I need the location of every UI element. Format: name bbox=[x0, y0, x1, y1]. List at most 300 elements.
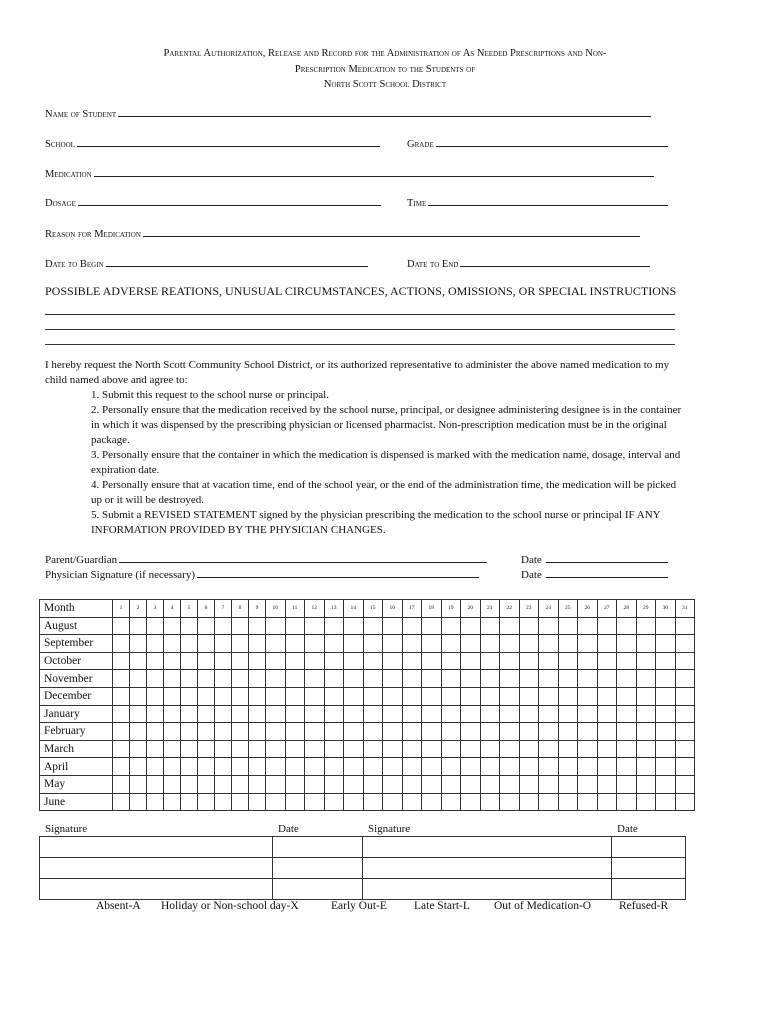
day-cell[interactable] bbox=[617, 687, 637, 705]
medication-field[interactable] bbox=[45, 167, 654, 180]
day-cell[interactable] bbox=[363, 652, 383, 670]
day-cell[interactable] bbox=[461, 635, 481, 653]
day-cell[interactable] bbox=[500, 617, 520, 635]
day-cell[interactable] bbox=[305, 617, 325, 635]
day-cell[interactable] bbox=[558, 652, 578, 670]
day-cell[interactable] bbox=[266, 635, 286, 653]
day-cell[interactable] bbox=[130, 705, 147, 723]
day-cell[interactable] bbox=[519, 758, 539, 776]
day-cell[interactable] bbox=[164, 793, 181, 811]
day-cell[interactable] bbox=[266, 687, 286, 705]
date-to-end-field[interactable] bbox=[407, 257, 650, 270]
day-cell[interactable] bbox=[383, 652, 403, 670]
day-cell[interactable] bbox=[675, 670, 695, 688]
day-cell[interactable] bbox=[181, 652, 198, 670]
day-cell[interactable] bbox=[441, 740, 461, 758]
day-cell[interactable] bbox=[113, 635, 130, 653]
day-cell[interactable] bbox=[181, 670, 198, 688]
day-cell[interactable] bbox=[383, 758, 403, 776]
day-cell[interactable] bbox=[344, 723, 364, 741]
day-cell[interactable] bbox=[363, 705, 383, 723]
day-cell[interactable] bbox=[344, 740, 364, 758]
day-cell[interactable] bbox=[164, 705, 181, 723]
day-cell[interactable] bbox=[500, 740, 520, 758]
day-cell[interactable] bbox=[500, 723, 520, 741]
day-cell[interactable] bbox=[636, 793, 656, 811]
day-cell[interactable] bbox=[402, 758, 422, 776]
day-cell[interactable] bbox=[113, 758, 130, 776]
day-cell[interactable] bbox=[578, 652, 598, 670]
signature-cell[interactable] bbox=[40, 837, 273, 858]
day-cell[interactable] bbox=[402, 705, 422, 723]
day-cell[interactable] bbox=[249, 723, 266, 741]
day-cell[interactable] bbox=[597, 793, 617, 811]
day-cell[interactable] bbox=[578, 758, 598, 776]
time-field[interactable] bbox=[407, 196, 668, 209]
day-cell[interactable] bbox=[215, 635, 232, 653]
day-cell[interactable] bbox=[232, 635, 249, 653]
day-cell[interactable] bbox=[558, 775, 578, 793]
day-cell[interactable] bbox=[675, 617, 695, 635]
day-cell[interactable] bbox=[232, 793, 249, 811]
day-cell[interactable] bbox=[363, 635, 383, 653]
day-cell[interactable] bbox=[519, 723, 539, 741]
day-cell[interactable] bbox=[249, 652, 266, 670]
day-cell[interactable] bbox=[113, 687, 130, 705]
day-cell[interactable] bbox=[305, 687, 325, 705]
day-cell[interactable] bbox=[198, 723, 215, 741]
day-cell[interactable] bbox=[422, 635, 442, 653]
day-cell[interactable] bbox=[363, 793, 383, 811]
day-cell[interactable] bbox=[597, 635, 617, 653]
day-cell[interactable] bbox=[578, 635, 598, 653]
day-cell[interactable] bbox=[461, 723, 481, 741]
day-cell[interactable] bbox=[113, 793, 130, 811]
day-cell[interactable] bbox=[539, 793, 559, 811]
day-cell[interactable] bbox=[383, 617, 403, 635]
name-of-student-field[interactable] bbox=[45, 107, 651, 120]
adverse-line-1[interactable] bbox=[45, 314, 675, 315]
day-cell[interactable] bbox=[266, 705, 286, 723]
day-cell[interactable] bbox=[636, 617, 656, 635]
day-cell[interactable] bbox=[539, 775, 559, 793]
day-cell[interactable] bbox=[285, 670, 305, 688]
day-cell[interactable] bbox=[578, 617, 598, 635]
day-cell[interactable] bbox=[232, 758, 249, 776]
signature-cell[interactable] bbox=[40, 879, 273, 900]
day-cell[interactable] bbox=[539, 740, 559, 758]
day-cell[interactable] bbox=[656, 652, 676, 670]
day-cell[interactable] bbox=[130, 652, 147, 670]
day-cell[interactable] bbox=[164, 740, 181, 758]
day-cell[interactable] bbox=[461, 617, 481, 635]
day-cell[interactable] bbox=[597, 670, 617, 688]
day-cell[interactable] bbox=[422, 758, 442, 776]
day-cell[interactable] bbox=[305, 793, 325, 811]
day-cell[interactable] bbox=[181, 635, 198, 653]
day-cell[interactable] bbox=[147, 635, 164, 653]
day-cell[interactable] bbox=[402, 775, 422, 793]
day-cell[interactable] bbox=[636, 740, 656, 758]
day-cell[interactable] bbox=[617, 740, 637, 758]
day-cell[interactable] bbox=[617, 635, 637, 653]
day-cell[interactable] bbox=[480, 687, 500, 705]
day-cell[interactable] bbox=[675, 740, 695, 758]
grade-field[interactable] bbox=[407, 137, 668, 150]
day-cell[interactable] bbox=[215, 723, 232, 741]
day-cell[interactable] bbox=[164, 617, 181, 635]
date-cell[interactable] bbox=[612, 837, 686, 858]
day-cell[interactable] bbox=[324, 652, 344, 670]
day-cell[interactable] bbox=[113, 775, 130, 793]
day-cell[interactable] bbox=[147, 740, 164, 758]
day-cell[interactable] bbox=[363, 775, 383, 793]
day-cell[interactable] bbox=[266, 793, 286, 811]
day-cell[interactable] bbox=[324, 635, 344, 653]
day-cell[interactable] bbox=[363, 723, 383, 741]
day-cell[interactable] bbox=[519, 775, 539, 793]
day-cell[interactable] bbox=[636, 723, 656, 741]
day-cell[interactable] bbox=[422, 793, 442, 811]
day-cell[interactable] bbox=[558, 793, 578, 811]
day-cell[interactable] bbox=[285, 635, 305, 653]
day-cell[interactable] bbox=[181, 705, 198, 723]
day-cell[interactable] bbox=[164, 758, 181, 776]
day-cell[interactable] bbox=[422, 652, 442, 670]
day-cell[interactable] bbox=[232, 740, 249, 758]
day-cell[interactable] bbox=[130, 617, 147, 635]
day-cell[interactable] bbox=[422, 687, 442, 705]
day-cell[interactable] bbox=[636, 652, 656, 670]
day-cell[interactable] bbox=[441, 758, 461, 776]
day-cell[interactable] bbox=[113, 652, 130, 670]
day-cell[interactable] bbox=[324, 617, 344, 635]
day-cell[interactable] bbox=[130, 723, 147, 741]
day-cell[interactable] bbox=[113, 617, 130, 635]
day-cell[interactable] bbox=[285, 687, 305, 705]
day-cell[interactable] bbox=[324, 670, 344, 688]
day-cell[interactable] bbox=[249, 670, 266, 688]
day-cell[interactable] bbox=[578, 740, 598, 758]
day-cell[interactable] bbox=[519, 793, 539, 811]
school-field[interactable] bbox=[45, 137, 380, 150]
day-cell[interactable] bbox=[636, 635, 656, 653]
day-cell[interactable] bbox=[232, 775, 249, 793]
day-cell[interactable] bbox=[422, 723, 442, 741]
day-cell[interactable] bbox=[305, 652, 325, 670]
day-cell[interactable] bbox=[266, 775, 286, 793]
day-cell[interactable] bbox=[539, 758, 559, 776]
day-cell[interactable] bbox=[597, 758, 617, 776]
day-cell[interactable] bbox=[249, 740, 266, 758]
day-cell[interactable] bbox=[147, 775, 164, 793]
day-cell[interactable] bbox=[519, 705, 539, 723]
signature-cell[interactable] bbox=[363, 879, 612, 900]
day-cell[interactable] bbox=[164, 687, 181, 705]
day-cell[interactable] bbox=[558, 670, 578, 688]
day-cell[interactable] bbox=[617, 652, 637, 670]
day-cell[interactable] bbox=[500, 652, 520, 670]
day-cell[interactable] bbox=[656, 635, 676, 653]
day-cell[interactable] bbox=[402, 793, 422, 811]
day-cell[interactable] bbox=[402, 635, 422, 653]
day-cell[interactable] bbox=[363, 687, 383, 705]
day-cell[interactable] bbox=[266, 652, 286, 670]
day-cell[interactable] bbox=[113, 740, 130, 758]
parent-signature-field[interactable] bbox=[45, 553, 487, 566]
day-cell[interactable] bbox=[500, 793, 520, 811]
date-cell[interactable] bbox=[273, 837, 363, 858]
day-cell[interactable] bbox=[285, 775, 305, 793]
signature-cell[interactable] bbox=[363, 837, 612, 858]
day-cell[interactable] bbox=[363, 670, 383, 688]
day-cell[interactable] bbox=[656, 617, 676, 635]
day-cell[interactable] bbox=[480, 775, 500, 793]
day-cell[interactable] bbox=[383, 775, 403, 793]
day-cell[interactable] bbox=[215, 758, 232, 776]
day-cell[interactable] bbox=[480, 758, 500, 776]
signature-cell[interactable] bbox=[40, 858, 273, 879]
day-cell[interactable] bbox=[344, 793, 364, 811]
day-cell[interactable] bbox=[500, 670, 520, 688]
day-cell[interactable] bbox=[232, 687, 249, 705]
date-cell[interactable] bbox=[273, 879, 363, 900]
day-cell[interactable] bbox=[344, 705, 364, 723]
day-cell[interactable] bbox=[597, 723, 617, 741]
day-cell[interactable] bbox=[324, 740, 344, 758]
day-cell[interactable] bbox=[324, 775, 344, 793]
physician-date-field[interactable] bbox=[521, 568, 668, 581]
day-cell[interactable] bbox=[344, 635, 364, 653]
day-cell[interactable] bbox=[198, 635, 215, 653]
date-cell[interactable] bbox=[273, 858, 363, 879]
day-cell[interactable] bbox=[402, 617, 422, 635]
day-cell[interactable] bbox=[285, 793, 305, 811]
day-cell[interactable] bbox=[597, 740, 617, 758]
day-cell[interactable] bbox=[266, 740, 286, 758]
day-cell[interactable] bbox=[130, 740, 147, 758]
day-cell[interactable] bbox=[147, 705, 164, 723]
day-cell[interactable] bbox=[675, 705, 695, 723]
day-cell[interactable] bbox=[324, 705, 344, 723]
day-cell[interactable] bbox=[383, 705, 403, 723]
day-cell[interactable] bbox=[656, 670, 676, 688]
day-cell[interactable] bbox=[113, 670, 130, 688]
day-cell[interactable] bbox=[305, 775, 325, 793]
day-cell[interactable] bbox=[181, 758, 198, 776]
day-cell[interactable] bbox=[402, 687, 422, 705]
day-cell[interactable] bbox=[675, 652, 695, 670]
day-cell[interactable] bbox=[249, 705, 266, 723]
day-cell[interactable] bbox=[232, 670, 249, 688]
day-cell[interactable] bbox=[198, 617, 215, 635]
day-cell[interactable] bbox=[480, 723, 500, 741]
day-cell[interactable] bbox=[617, 758, 637, 776]
day-cell[interactable] bbox=[558, 705, 578, 723]
day-cell[interactable] bbox=[558, 740, 578, 758]
day-cell[interactable] bbox=[675, 635, 695, 653]
day-cell[interactable] bbox=[422, 775, 442, 793]
day-cell[interactable] bbox=[198, 670, 215, 688]
adverse-line-2[interactable] bbox=[45, 329, 675, 330]
day-cell[interactable] bbox=[305, 758, 325, 776]
day-cell[interactable] bbox=[130, 793, 147, 811]
day-cell[interactable] bbox=[305, 635, 325, 653]
day-cell[interactable] bbox=[617, 617, 637, 635]
day-cell[interactable] bbox=[113, 705, 130, 723]
day-cell[interactable] bbox=[181, 775, 198, 793]
day-cell[interactable] bbox=[441, 652, 461, 670]
day-cell[interactable] bbox=[480, 670, 500, 688]
day-cell[interactable] bbox=[539, 635, 559, 653]
day-cell[interactable] bbox=[675, 793, 695, 811]
day-cell[interactable] bbox=[519, 740, 539, 758]
day-cell[interactable] bbox=[383, 723, 403, 741]
day-cell[interactable] bbox=[519, 617, 539, 635]
day-cell[interactable] bbox=[130, 635, 147, 653]
day-cell[interactable] bbox=[656, 740, 676, 758]
day-cell[interactable] bbox=[215, 617, 232, 635]
day-cell[interactable] bbox=[147, 617, 164, 635]
day-cell[interactable] bbox=[181, 617, 198, 635]
day-cell[interactable] bbox=[461, 775, 481, 793]
signature-cell[interactable] bbox=[363, 858, 612, 879]
day-cell[interactable] bbox=[198, 758, 215, 776]
day-cell[interactable] bbox=[215, 793, 232, 811]
day-cell[interactable] bbox=[249, 775, 266, 793]
day-cell[interactable] bbox=[461, 652, 481, 670]
day-cell[interactable] bbox=[675, 723, 695, 741]
day-cell[interactable] bbox=[539, 687, 559, 705]
day-cell[interactable] bbox=[402, 670, 422, 688]
day-cell[interactable] bbox=[232, 617, 249, 635]
day-cell[interactable] bbox=[441, 670, 461, 688]
day-cell[interactable] bbox=[656, 793, 676, 811]
day-cell[interactable] bbox=[441, 635, 461, 653]
day-cell[interactable] bbox=[130, 758, 147, 776]
day-cell[interactable] bbox=[305, 740, 325, 758]
day-cell[interactable] bbox=[344, 775, 364, 793]
day-cell[interactable] bbox=[285, 617, 305, 635]
day-cell[interactable] bbox=[441, 705, 461, 723]
day-cell[interactable] bbox=[578, 775, 598, 793]
day-cell[interactable] bbox=[402, 652, 422, 670]
day-cell[interactable] bbox=[480, 617, 500, 635]
day-cell[interactable] bbox=[402, 740, 422, 758]
day-cell[interactable] bbox=[461, 758, 481, 776]
day-cell[interactable] bbox=[198, 705, 215, 723]
day-cell[interactable] bbox=[249, 793, 266, 811]
day-cell[interactable] bbox=[578, 723, 598, 741]
day-cell[interactable] bbox=[363, 758, 383, 776]
day-cell[interactable] bbox=[305, 705, 325, 723]
day-cell[interactable] bbox=[285, 723, 305, 741]
day-cell[interactable] bbox=[344, 758, 364, 776]
day-cell[interactable] bbox=[441, 687, 461, 705]
day-cell[interactable] bbox=[344, 652, 364, 670]
day-cell[interactable] bbox=[480, 793, 500, 811]
day-cell[interactable] bbox=[500, 758, 520, 776]
day-cell[interactable] bbox=[249, 687, 266, 705]
day-cell[interactable] bbox=[636, 687, 656, 705]
day-cell[interactable] bbox=[480, 740, 500, 758]
day-cell[interactable] bbox=[164, 723, 181, 741]
day-cell[interactable] bbox=[232, 652, 249, 670]
day-cell[interactable] bbox=[461, 687, 481, 705]
day-cell[interactable] bbox=[558, 635, 578, 653]
day-cell[interactable] bbox=[597, 775, 617, 793]
day-cell[interactable] bbox=[461, 670, 481, 688]
day-cell[interactable] bbox=[363, 740, 383, 758]
day-cell[interactable] bbox=[344, 617, 364, 635]
day-cell[interactable] bbox=[164, 652, 181, 670]
day-cell[interactable] bbox=[500, 635, 520, 653]
day-cell[interactable] bbox=[147, 793, 164, 811]
day-cell[interactable] bbox=[461, 740, 481, 758]
day-cell[interactable] bbox=[215, 705, 232, 723]
day-cell[interactable] bbox=[617, 723, 637, 741]
day-cell[interactable] bbox=[539, 670, 559, 688]
day-cell[interactable] bbox=[597, 705, 617, 723]
day-cell[interactable] bbox=[656, 775, 676, 793]
day-cell[interactable] bbox=[656, 687, 676, 705]
day-cell[interactable] bbox=[558, 723, 578, 741]
day-cell[interactable] bbox=[232, 705, 249, 723]
day-cell[interactable] bbox=[461, 705, 481, 723]
day-cell[interactable] bbox=[675, 687, 695, 705]
day-cell[interactable] bbox=[519, 652, 539, 670]
day-cell[interactable] bbox=[617, 775, 637, 793]
day-cell[interactable] bbox=[198, 775, 215, 793]
day-cell[interactable] bbox=[597, 687, 617, 705]
day-cell[interactable] bbox=[164, 670, 181, 688]
day-cell[interactable] bbox=[266, 670, 286, 688]
day-cell[interactable] bbox=[344, 687, 364, 705]
day-cell[interactable] bbox=[324, 793, 344, 811]
day-cell[interactable] bbox=[578, 793, 598, 811]
day-cell[interactable] bbox=[539, 705, 559, 723]
day-cell[interactable] bbox=[305, 670, 325, 688]
day-cell[interactable] bbox=[636, 775, 656, 793]
date-cell[interactable] bbox=[612, 858, 686, 879]
day-cell[interactable] bbox=[539, 617, 559, 635]
day-cell[interactable] bbox=[215, 740, 232, 758]
day-cell[interactable] bbox=[215, 775, 232, 793]
day-cell[interactable] bbox=[363, 617, 383, 635]
day-cell[interactable] bbox=[480, 652, 500, 670]
dosage-field[interactable] bbox=[45, 196, 381, 209]
day-cell[interactable] bbox=[198, 652, 215, 670]
day-cell[interactable] bbox=[539, 652, 559, 670]
day-cell[interactable] bbox=[215, 670, 232, 688]
day-cell[interactable] bbox=[656, 758, 676, 776]
day-cell[interactable] bbox=[215, 687, 232, 705]
day-cell[interactable] bbox=[305, 723, 325, 741]
day-cell[interactable] bbox=[147, 652, 164, 670]
day-cell[interactable] bbox=[636, 705, 656, 723]
date-cell[interactable] bbox=[612, 879, 686, 900]
day-cell[interactable] bbox=[402, 723, 422, 741]
day-cell[interactable] bbox=[539, 723, 559, 741]
day-cell[interactable] bbox=[147, 723, 164, 741]
day-cell[interactable] bbox=[597, 617, 617, 635]
day-cell[interactable] bbox=[519, 687, 539, 705]
day-cell[interactable] bbox=[181, 723, 198, 741]
day-cell[interactable] bbox=[198, 687, 215, 705]
day-cell[interactable] bbox=[147, 670, 164, 688]
day-cell[interactable] bbox=[344, 670, 364, 688]
day-cell[interactable] bbox=[285, 652, 305, 670]
